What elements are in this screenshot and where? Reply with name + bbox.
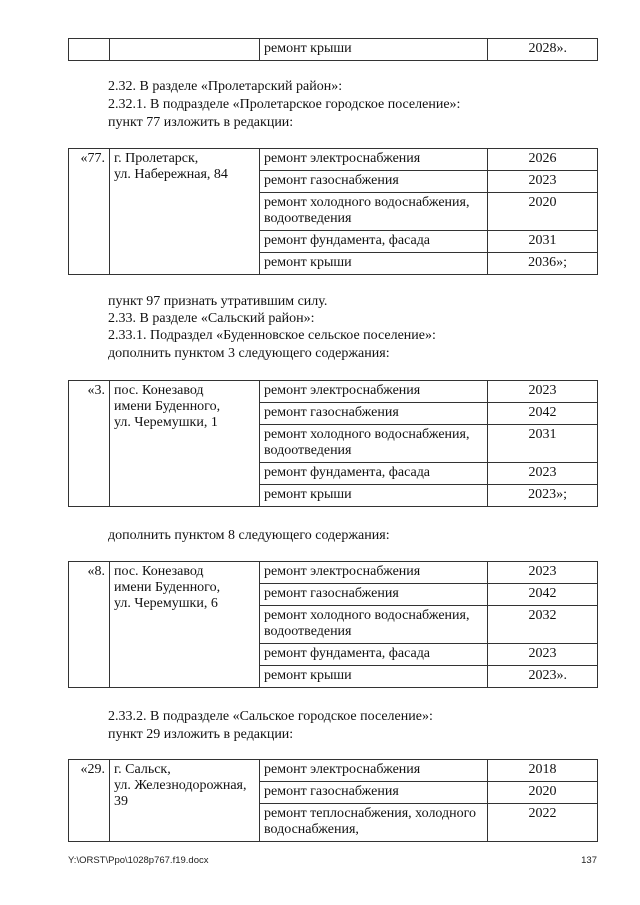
table-cell-address [110, 39, 260, 61]
work-year: 2023 [488, 463, 598, 485]
paragraph-item77-lead: пункт 77 изложить в редакции: [108, 115, 294, 130]
work-type: ремонт холодного водоснабжения, водоотведения [260, 606, 488, 644]
work-type: ремонт фундамента, фасада [260, 644, 488, 666]
work-year: 2023 [488, 644, 598, 666]
table-item-8 [68, 561, 598, 688]
work-year: 2020 [488, 782, 598, 804]
paragraph-2-33-1: 2.33.1. Подраздел «Буденновское сельское поселение»: [108, 328, 436, 343]
work-year: 2018 [488, 760, 598, 782]
work-type: ремонт газоснабжения [260, 403, 488, 425]
footer-page-number: 137 [581, 855, 597, 866]
work-type: ремонт крыши [260, 666, 488, 688]
work-year: 2026 [488, 149, 598, 171]
work-type: ремонт холодного водоснабжения, водоотведения [260, 193, 488, 231]
item-address: г. Сальск, ул. Железнодорожная, 39 [110, 760, 260, 842]
top-table-fragment [68, 38, 598, 61]
work-year: 2031 [488, 425, 598, 463]
work-type: ремонт газоснабжения [260, 782, 488, 804]
work-type: ремонт электроснабжения [260, 381, 488, 403]
work-type: ремонт холодного водоснабжения, водоотведения [260, 425, 488, 463]
item-address: пос. Конезавод имени Буденного, ул. Черемушки, 1 [110, 381, 260, 507]
item-address: г. Пролетарск, ул. Набережная, 84 [110, 149, 260, 275]
paragraph-2-32: 2.32. В разделе «Пролетарский район»: [108, 79, 343, 94]
table-cell-year: 2028». [488, 39, 598, 61]
table-cell-number [69, 39, 110, 61]
work-year: 2023 [488, 562, 598, 584]
item-number: «3. [69, 381, 110, 507]
work-type: ремонт электроснабжения [260, 760, 488, 782]
work-year: 2031 [488, 231, 598, 253]
table-item-3 [68, 380, 598, 507]
work-type: ремонт фундамента, фасада [260, 463, 488, 485]
work-year: 2020 [488, 193, 598, 231]
table-row [69, 562, 598, 584]
paragraph-add8-lead: дополнить пунктом 8 следующего содержания: [108, 528, 390, 543]
paragraph-item97: пункт 97 признать утратившим силу. [108, 294, 328, 309]
paragraph-2-32-1: 2.32.1. В подразделе «Пролетарское городское поселение»: [108, 97, 461, 112]
work-type: ремонт крыши [260, 485, 488, 507]
work-year: 2023»; [488, 485, 598, 507]
table-item-77 [68, 148, 598, 275]
work-type: ремонт теплоснабжения, холодного водоснабжения, [260, 804, 488, 842]
paragraph-2-33-2: 2.33.2. В подразделе «Сальское городское поселение»: [108, 709, 433, 724]
work-type: ремонт газоснабжения [260, 584, 488, 606]
table-row [69, 39, 598, 61]
footer-file-path: Y:\ORST\Ppo\1028p767.f19.docx [68, 855, 209, 866]
work-year: 2023 [488, 381, 598, 403]
work-type: ремонт фундамента, фасада [260, 231, 488, 253]
table-item-29 [68, 759, 598, 842]
work-type: ремонт газоснабжения [260, 171, 488, 193]
work-year: 2022 [488, 804, 598, 842]
item-number: «29. [69, 760, 110, 842]
work-year: 2036»; [488, 253, 598, 275]
item-number: «77. [69, 149, 110, 275]
work-year: 2042 [488, 403, 598, 425]
work-year: 2042 [488, 584, 598, 606]
work-type: ремонт крыши [260, 253, 488, 275]
work-year: 2032 [488, 606, 598, 644]
work-type: ремонт электроснабжения [260, 149, 488, 171]
paragraph-2-33: 2.33. В разделе «Сальский район»: [108, 311, 315, 326]
item-number: «8. [69, 562, 110, 688]
work-year: 2023 [488, 171, 598, 193]
paragraph-add3-lead: дополнить пунктом 3 следующего содержания: [108, 346, 390, 361]
item-address: пос. Конезавод имени Буденного, ул. Черемушки, 6 [110, 562, 260, 688]
table-row [69, 149, 598, 171]
work-year: 2023». [488, 666, 598, 688]
work-type: ремонт электроснабжения [260, 562, 488, 584]
table-row [69, 381, 598, 403]
paragraph-item29-lead: пункт 29 изложить в редакции: [108, 727, 294, 742]
table-row [69, 760, 598, 782]
table-cell-work: ремонт крыши [260, 39, 488, 61]
